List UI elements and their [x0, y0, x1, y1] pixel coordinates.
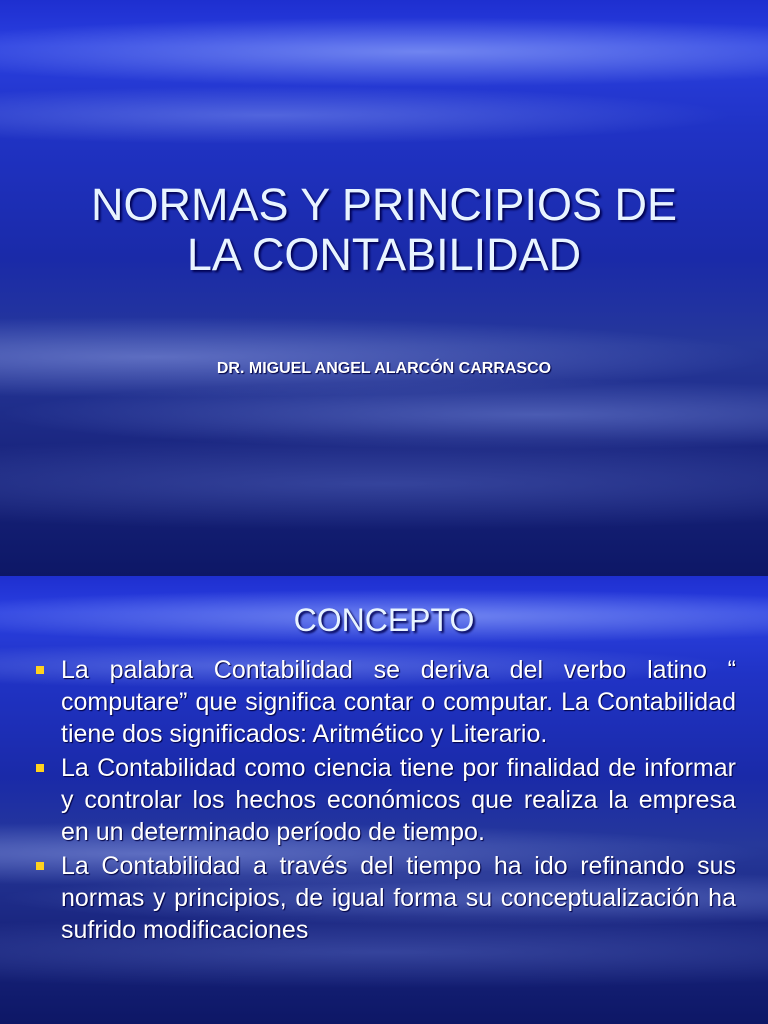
- bullet-square-icon: [36, 666, 44, 674]
- bullet-text: La Contabilidad a través del tiempo ha ido refinando sus normas y principios, de igual forma su conceptualización ha sufrido modificaciones: [61, 852, 736, 944]
- bullet-item: [36, 654, 736, 750]
- title-line-1: NORMAS Y PRINCIPIOS DE: [91, 179, 677, 230]
- bullet-item: [36, 850, 736, 946]
- slide-heading: CONCEPTO: [293, 602, 475, 638]
- title-line-2: LA CONTABILIDAD: [186, 229, 582, 280]
- concept-slide: [0, 576, 768, 1024]
- slide-title: [0, 180, 768, 280]
- bullet-square-icon: [36, 764, 44, 772]
- author-name: DR. MIGUEL ANGEL ALARCÓN CARRASCO: [216, 360, 552, 377]
- bullet-text: La Contabilidad como ciencia tiene por finalidad de informar y controlar los hechos económicos que realiza la empresa en un determinado período de tiempo.: [61, 754, 736, 846]
- bullet-text: La palabra Contabilidad se deriva del verbo latino “ computare” que significa contar o computar. La Contabilidad tiene dos significados: Aritmético y Literario.: [61, 656, 736, 748]
- bullet-list: [36, 654, 736, 948]
- bullet-item: [36, 752, 736, 848]
- bullet-square-icon: [36, 862, 44, 870]
